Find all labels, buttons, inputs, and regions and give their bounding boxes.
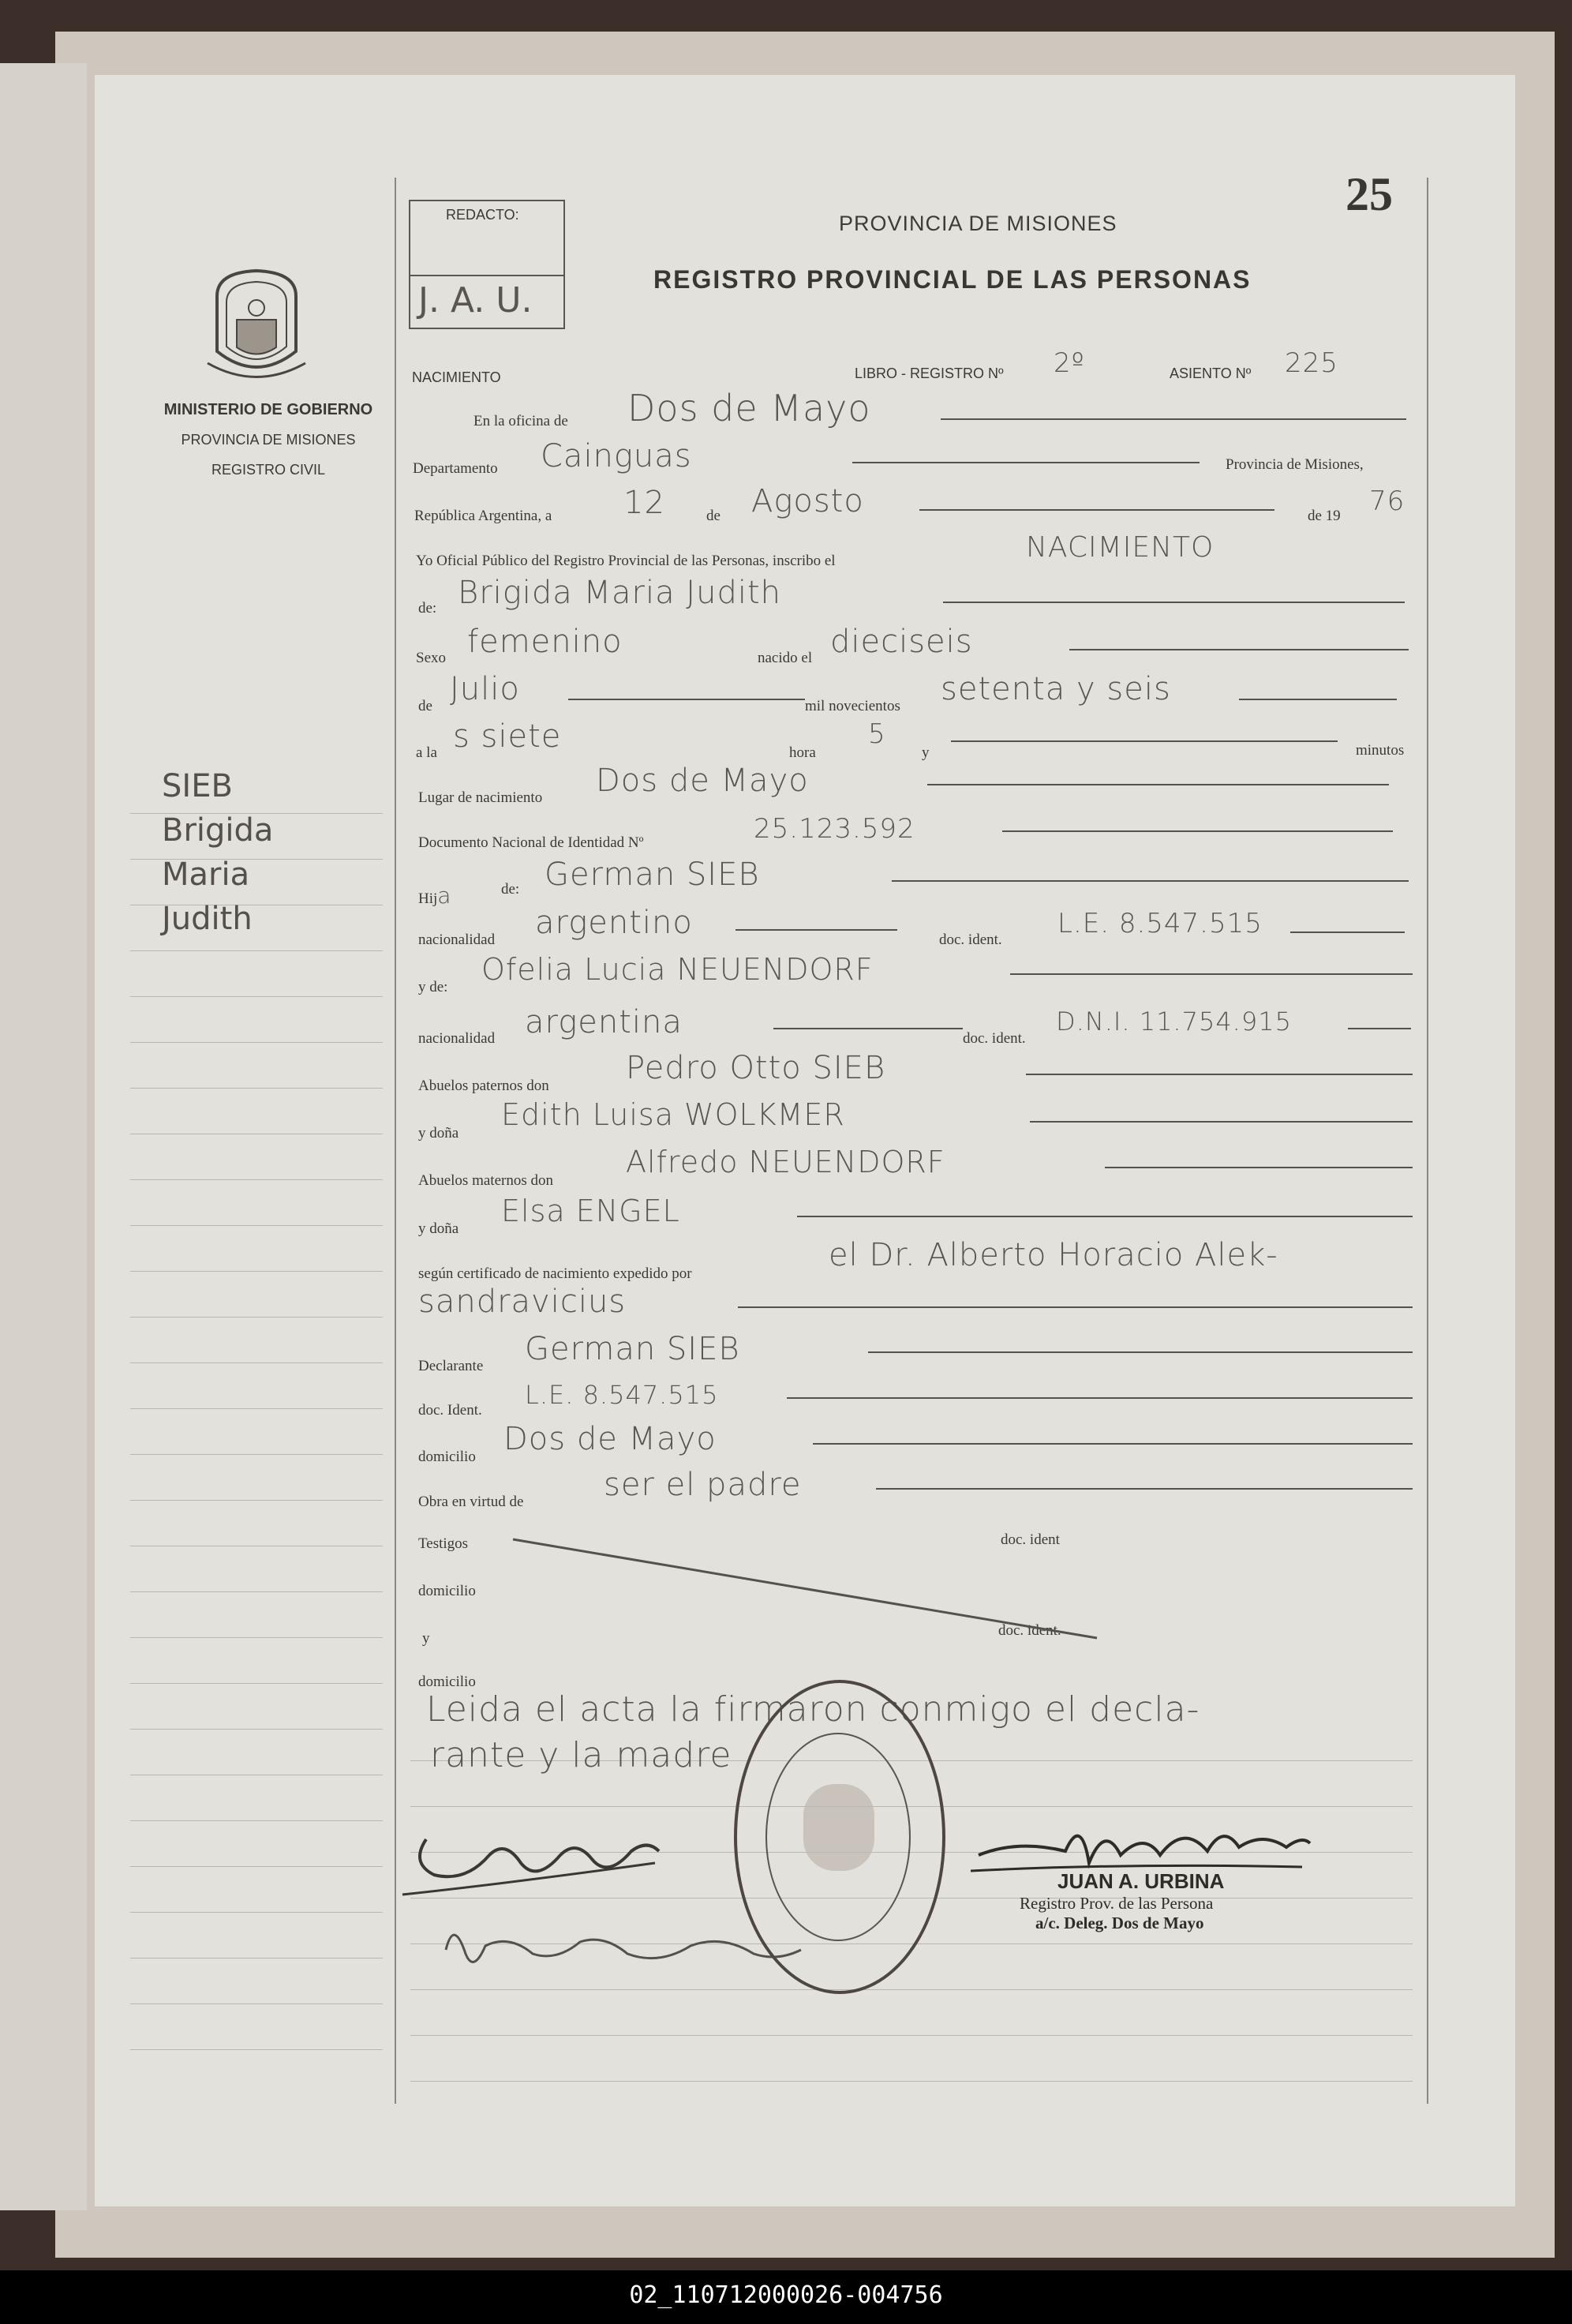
form-rule [410, 1989, 1413, 1990]
margin-rule [130, 1500, 383, 1501]
footer-id: 02_110712000026-004756 [629, 2281, 943, 2309]
declarante-signature-icon [395, 1808, 679, 1910]
de3-label: de [418, 698, 432, 714]
hijo-suffix: a [437, 883, 452, 909]
dia-value: 12 [623, 485, 665, 521]
leida-value: Leida el acta la firmaron conmigo el decla- [426, 1689, 1200, 1730]
testigos-label: Testigos [418, 1535, 469, 1552]
doc-decl-fill [787, 1397, 1413, 1399]
coat-of-arms-icon [201, 264, 312, 387]
sexo-value: femenino [467, 624, 623, 660]
certificado-value: el Dr. Alberto Horacio Alek- [829, 1237, 1278, 1273]
mes-nac-fill [568, 699, 805, 700]
oficina-label: En la oficina de [473, 413, 568, 429]
dni-value: 25.123.592 [754, 813, 915, 845]
obra-fill [876, 1488, 1413, 1490]
dni-fill [1002, 830, 1393, 832]
margin-note-line-2: Brigida [162, 812, 274, 849]
y2-label: y [422, 1630, 430, 1647]
ydona-label-1: y doña [418, 1125, 459, 1141]
yde-label: y de: [418, 979, 448, 995]
margin-rule [130, 1408, 383, 1409]
de2-label: de: [418, 600, 437, 617]
nac-padre-fill [735, 929, 897, 931]
oficial-label: Yo Oficial Público del Registro Provincial de las Personas, inscribo el [416, 553, 836, 569]
margin-rule [130, 1912, 383, 1913]
anio-nac-value: setenta y seis [941, 671, 1171, 707]
libro-value: 2º [1054, 347, 1085, 379]
lugar-value: Dos de Mayo [596, 763, 809, 799]
leida-value-2: rante y la madre [430, 1735, 732, 1775]
lugar-fill [927, 784, 1389, 785]
abuelo-mat-value: Alfredo NEUENDORF [626, 1145, 945, 1179]
doc-decl-value: L.E. 8.547.515 [525, 1380, 719, 1410]
doc-madre-fill [1348, 1028, 1411, 1029]
minutos-label: minutos [1356, 742, 1405, 759]
ala-label: a la [416, 744, 437, 761]
declarante-label: Declarante [418, 1358, 484, 1374]
margin-rule [130, 1088, 383, 1089]
province-title: PROVINCIA DE MISIONES [839, 212, 1117, 235]
hora-label: hora [789, 744, 816, 761]
nac-padre-value: argentino [535, 905, 693, 941]
abuelo-pat-value: Pedro Otto SIEB [626, 1050, 886, 1086]
nombre-fill [943, 602, 1405, 603]
declarante-signature-text [466, 1879, 470, 1880]
certificado-label: según certificado de nacimiento expedido por [418, 1265, 692, 1282]
form-rule [410, 2035, 1413, 2036]
margin-rule [130, 1729, 383, 1730]
domicilio-label: domicilio [418, 1449, 476, 1465]
hijo-label-text: Hij [418, 890, 438, 907]
padre-value: German SIEB [545, 857, 760, 893]
ministry-line-1: MINISTERIO DE GOBIERNO [163, 401, 373, 418]
margin-rule [130, 1271, 383, 1272]
abuela-pat-fill [1030, 1121, 1413, 1123]
form-rule [410, 2081, 1413, 2082]
declarante-value: German SIEB [525, 1331, 740, 1367]
abuela-mat-value: Elsa ENGEL [501, 1194, 680, 1228]
ministry-block [150, 395, 387, 485]
ministry-line-3: REGISTRO CIVIL [211, 462, 326, 478]
redacto-label: REDACTO: [446, 207, 519, 223]
margin-note-line-1: SIEB [162, 768, 233, 804]
libro-label: LIBRO - REGISTRO Nº [855, 365, 1004, 381]
domicilio3-label: domicilio [418, 1674, 476, 1690]
y-label: y [922, 744, 930, 761]
departamento-label: Departamento [413, 460, 498, 477]
madre-fill [1010, 973, 1413, 975]
mil-label: mil novecientos [805, 698, 900, 714]
margin-rule [130, 1820, 383, 1821]
oficina-value: Dos de Mayo [627, 387, 871, 429]
official-stamp [986, 1808, 1224, 1933]
doc-ident3-label: doc. ident [1001, 1531, 1060, 1548]
official-role: a/c. Deleg. Dos de Mayo [1035, 1914, 1204, 1932]
abuelo-mat-fill [1105, 1167, 1413, 1168]
doc-ident2-label: doc. Ident. [418, 1402, 482, 1419]
declarante-fill [868, 1351, 1413, 1353]
official-name: JUAN A. URBINA [1057, 1869, 1225, 1893]
doc-ident-label-1: doc. ident. [939, 931, 1002, 948]
departamento-fill [852, 462, 1200, 463]
lugar-label: Lugar de nacimiento [418, 789, 543, 806]
hora-value: s siete [453, 718, 562, 755]
padre-fill [892, 880, 1409, 882]
provincia-label: Provincia de Misiones, [1226, 456, 1364, 473]
doc-ident4-label: doc. ident. [998, 1622, 1061, 1639]
nac-madre-fill [773, 1028, 963, 1029]
margin-note-line-4: Judith [162, 901, 253, 937]
doc-madre-value: D.N.I. 11.754.915 [1056, 1006, 1292, 1036]
mes-nac-value: Julio [450, 671, 520, 707]
nacido-label: nacido el [758, 650, 813, 666]
left-facing-page [0, 63, 87, 2210]
record-type-label: NACIMIENTO [412, 369, 501, 385]
margin-rule [130, 950, 383, 951]
margin-rule [130, 1042, 383, 1043]
asiento-label: ASIENTO Nº [1170, 365, 1252, 381]
domicilio-value: Dos de Mayo [503, 1421, 717, 1457]
margin-note [162, 764, 273, 941]
strikethrough-line [505, 1535, 1105, 1646]
margin-rule [130, 2049, 383, 2050]
de-label: de [706, 508, 720, 524]
margin-rule [130, 1179, 383, 1180]
margin-rule [130, 1958, 383, 1959]
margin-note-line-3: Maria [162, 857, 250, 893]
form-right-border [1427, 178, 1428, 2104]
page-number: 25 [1346, 168, 1393, 220]
abuelos-pat-label: Abuelos paternos don [418, 1078, 549, 1094]
margin-rule [130, 996, 383, 997]
redacto-value: J. A. U. [418, 280, 533, 320]
abuela-mat-fill [797, 1216, 1413, 1217]
dni-label: Documento Nacional de Identidad Nº [418, 834, 644, 851]
abuelo-pat-fill [1026, 1074, 1413, 1075]
republica-label: República Argentina, a [414, 508, 552, 524]
minutos-value: 5 [868, 718, 886, 750]
nombre-value: Brigida Maria Judith [458, 575, 781, 611]
seal-emblem-icon [803, 1784, 874, 1871]
doc-padre-value: L.E. 8.547.515 [1057, 908, 1263, 939]
anio-value: 76 [1369, 485, 1405, 517]
margin-rule [130, 1454, 383, 1455]
certificado-fill [738, 1306, 1413, 1308]
nacionalidad-label-2: nacionalidad [418, 1030, 496, 1047]
margin-rule [130, 1591, 383, 1592]
redacto-divider [409, 275, 563, 276]
madre-signature-text [473, 1950, 481, 1951]
nacionalidad-label-1: nacionalidad [418, 931, 496, 948]
fecha-fill [919, 509, 1274, 511]
ydona-label-2: y doña [418, 1220, 459, 1237]
oficial-value: NACIMIENTO [1026, 531, 1215, 564]
anio-label: de 19 [1308, 508, 1341, 524]
nacido-value: dieciseis [830, 624, 973, 660]
minutos-fill [951, 740, 1338, 742]
asiento-value: 225 [1285, 347, 1338, 379]
margin-rule [130, 1683, 383, 1684]
margin-rule [130, 1637, 383, 1638]
anio-nac-fill [1239, 699, 1397, 700]
madre-value: Ofelia Lucia NEUENDORF [481, 952, 874, 987]
doc-ident-label-2: doc. ident. [963, 1030, 1026, 1047]
hijo-label [418, 883, 451, 909]
domicilio2-label: domicilio [418, 1583, 476, 1599]
official-title: Registro Prov. de las Persona [1020, 1894, 1214, 1913]
domicilio-fill [813, 1443, 1413, 1445]
nacido-fill [1069, 649, 1409, 650]
margin-rule [130, 1317, 383, 1318]
doc-padre-fill [1290, 931, 1405, 933]
mes-value: Agosto [751, 483, 864, 519]
abuela-pat-value: Edith Luisa WOLKMER [501, 1097, 845, 1132]
oficina-fill [941, 418, 1406, 420]
obra-value: ser el padre [604, 1467, 802, 1503]
certificado-value-2: sandravicius [418, 1284, 627, 1320]
margin-rule [130, 1866, 383, 1867]
de4-label: de: [501, 881, 520, 898]
abuelos-mat-label: Abuelos maternos don [418, 1172, 553, 1189]
departamento-value: Cainguas [541, 438, 692, 474]
registry-title: REGISTRO PROVINCIAL DE LAS PERSONAS [653, 265, 1252, 294]
obra-label: Obra en virtud de [418, 1494, 524, 1510]
sexo-label: Sexo [416, 650, 446, 666]
margin-rule [130, 1225, 383, 1226]
nac-madre-value: argentina [525, 1004, 683, 1040]
ministry-line-2: PROVINCIA DE MISIONES [181, 432, 356, 448]
